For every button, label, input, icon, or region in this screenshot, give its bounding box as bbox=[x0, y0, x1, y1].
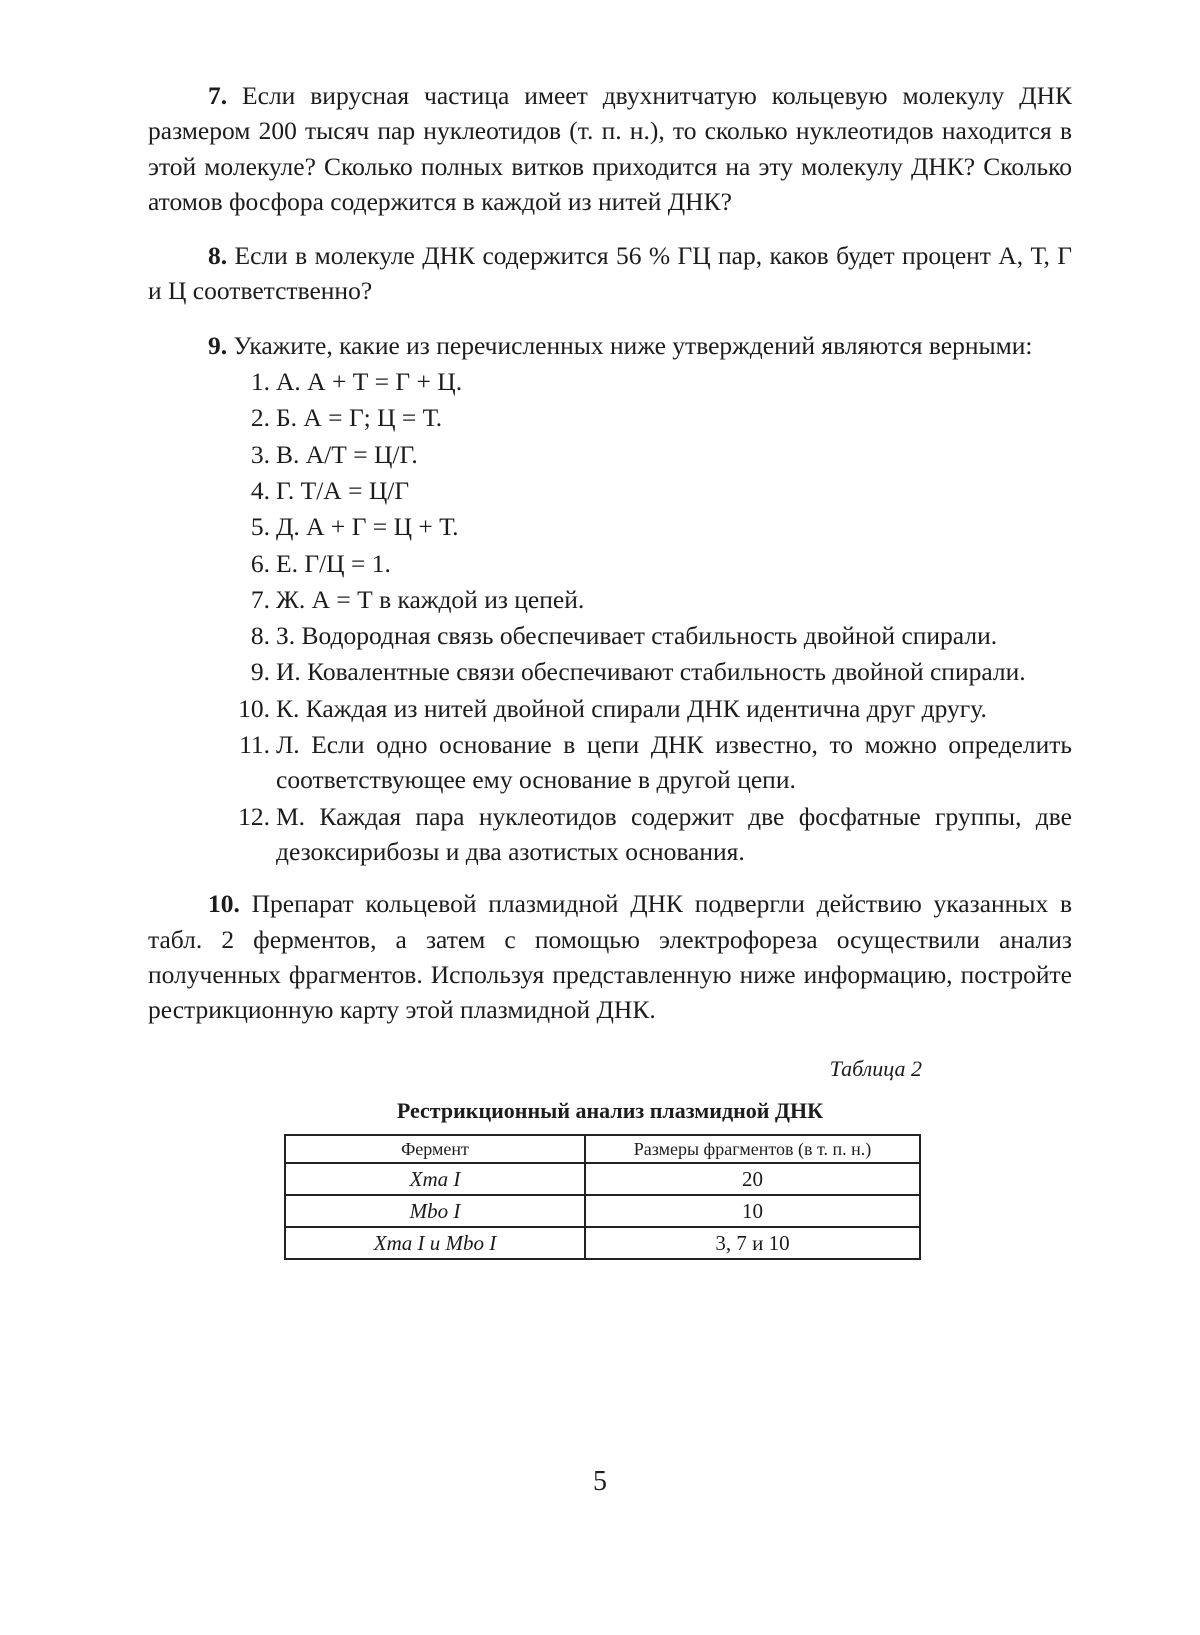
statement-text: Л. Если одно основание в цепи ДНК известно, то можно определить соответствующее ему основание в другой цепи. bbox=[276, 727, 1072, 798]
statement-number: 5. bbox=[148, 509, 276, 544]
statement-text: Ж. А = Т в каждой из цепей. bbox=[276, 582, 1072, 617]
statement-list bbox=[148, 364, 1072, 869]
statement-text: М. Каждая пара нуклеотидов содержит две фосфатные группы, две дезоксирибозы и два азотистых основания. bbox=[276, 799, 1072, 870]
statement-item bbox=[148, 654, 1072, 689]
statement-item bbox=[148, 473, 1072, 508]
page-content bbox=[148, 78, 1072, 1260]
problem-text: Если в молекуле ДНК содержится 56 % ГЦ пар, каков будет процент А, Т, Г и Ц соответственно? bbox=[148, 241, 1072, 305]
statement-text: Е. Г/Ц = 1. bbox=[276, 546, 1072, 581]
fragments-cell: 20 bbox=[585, 1163, 920, 1195]
statement-item bbox=[148, 618, 1072, 653]
problem-9 bbox=[148, 328, 1072, 363]
problem-text: Укажите, какие из перечисленных ниже утверждений являются верными: bbox=[227, 331, 1032, 360]
statement-number: 6. bbox=[148, 546, 276, 581]
table-title: Рестрикционный анализ плазмидной ДНК bbox=[148, 1093, 1072, 1128]
statement-item bbox=[148, 546, 1072, 581]
problem-number: 9. bbox=[208, 331, 227, 360]
problem-number: 7. bbox=[208, 81, 227, 110]
problem-number: 10. bbox=[208, 889, 240, 918]
statement-item bbox=[148, 364, 1072, 399]
table-row bbox=[285, 1163, 920, 1195]
header-fragments: Размеры фрагментов (в т. п. н.) bbox=[585, 1135, 920, 1163]
problem-8 bbox=[148, 238, 1072, 309]
statement-number: 10. bbox=[148, 691, 276, 726]
problem-text: Если вирусная частица имеет двухнитчатую кольцевую молекулу ДНК размером 200 тысяч пар нуклеотидов (т. п. н.), то сколько нуклеотидов находится в этой молекуле? Сколько полных витков приходится на эту молекулу ДНК? Сколько атомов фосфора содержится в каждой из нитей ДНК? bbox=[148, 81, 1072, 216]
restriction-table bbox=[284, 1134, 921, 1260]
statement-number: 2. bbox=[148, 400, 276, 435]
statement-number: 4. bbox=[148, 473, 276, 508]
fragments-cell: 10 bbox=[585, 1195, 920, 1227]
statement-text: В. А/Т = Ц/Г. bbox=[276, 437, 1072, 472]
statement-text: Б. А = Г; Ц = Т. bbox=[276, 400, 1072, 435]
statement-number: 11. bbox=[148, 727, 276, 798]
fragments-cell: 3, 7 и 10 bbox=[585, 1227, 920, 1259]
table-row bbox=[285, 1195, 920, 1227]
statement-item bbox=[148, 727, 1072, 798]
statement-number: 3. bbox=[148, 437, 276, 472]
statement-item bbox=[148, 509, 1072, 544]
statement-number: 8. bbox=[148, 618, 276, 653]
problem-7 bbox=[148, 78, 1072, 219]
statement-number: 7. bbox=[148, 582, 276, 617]
problem-number: 8. bbox=[208, 241, 227, 270]
statement-item bbox=[148, 582, 1072, 617]
statement-text: И. Ковалентные связи обеспечивают стабильность двойной спирали. bbox=[276, 654, 1072, 689]
header-enzyme: Фермент bbox=[285, 1135, 585, 1163]
table-caption: Таблица 2 bbox=[148, 1051, 922, 1086]
statement-number: 1. bbox=[148, 364, 276, 399]
page-number: 5 bbox=[0, 1466, 1200, 1498]
statement-text: А. А + Т = Г + Ц. bbox=[276, 364, 1072, 399]
statement-text: З. Водородная связь обеспечивает стабильность двойной спирали. bbox=[276, 618, 1072, 653]
statement-text: Г. Т/А = Ц/Г bbox=[276, 473, 1072, 508]
problem-text: Препарат кольцевой плазмидной ДНК подвергли действию указанных в табл. 2 ферментов, а затем с помощью электрофореза осуществили анализ полученных фрагментов. Используя представленную ниже информацию, постройте рестрикционную карту этой плазмидной ДНК. bbox=[148, 889, 1072, 1024]
problem-10 bbox=[148, 886, 1072, 1027]
enzyme-cell: Xma I bbox=[285, 1163, 585, 1195]
enzyme-cell: Xma I и Mbo I bbox=[285, 1227, 585, 1259]
statement-text: К. Каждая из нитей двойной спирали ДНК идентична друг другу. bbox=[276, 691, 1072, 726]
statement-number: 9. bbox=[148, 654, 276, 689]
table-row bbox=[285, 1227, 920, 1259]
enzyme-cell: Mbo I bbox=[285, 1195, 585, 1227]
statement-item bbox=[148, 799, 1072, 870]
statement-number: 12. bbox=[148, 799, 276, 870]
statement-item bbox=[148, 400, 1072, 435]
statement-item bbox=[148, 437, 1072, 472]
table-header-row bbox=[285, 1135, 920, 1163]
statement-item bbox=[148, 691, 1072, 726]
statement-text: Д. А + Г = Ц + Т. bbox=[276, 509, 1072, 544]
